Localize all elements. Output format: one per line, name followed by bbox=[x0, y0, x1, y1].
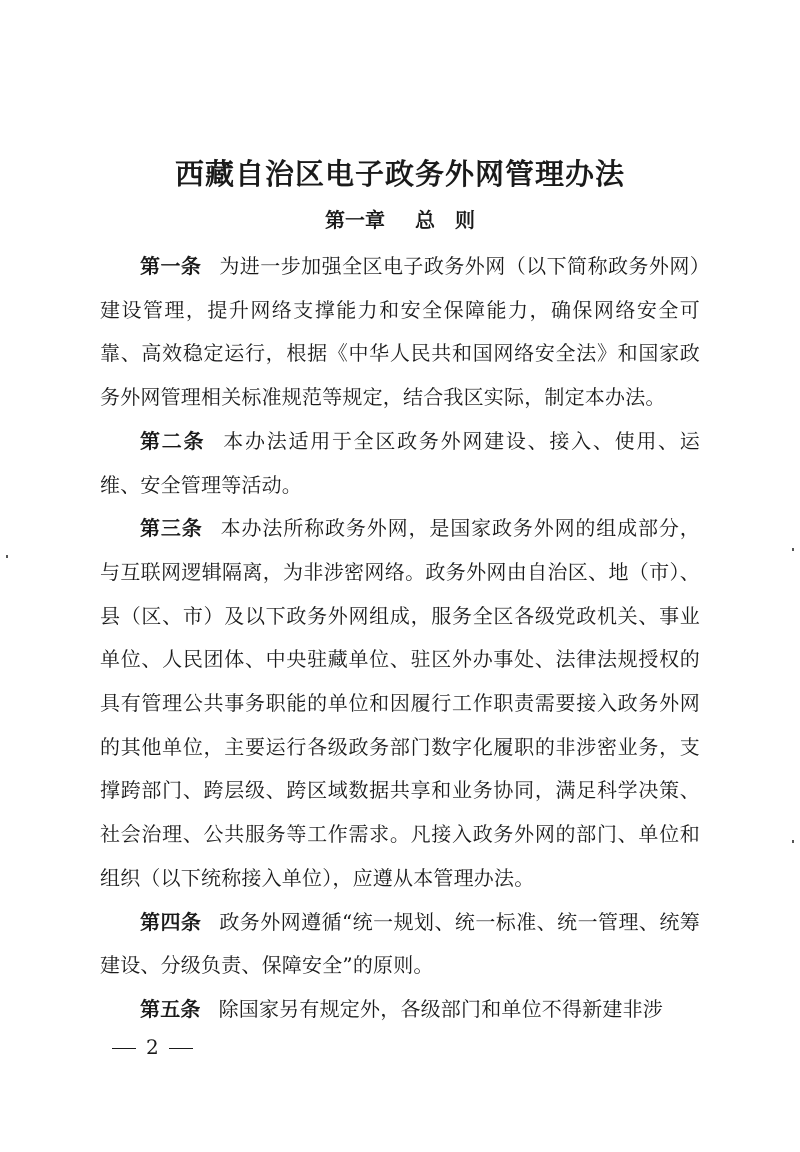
chapter-number: 第一章 bbox=[325, 208, 385, 232]
article-text: 本办法所称政务外网，是国家政务外网的组成部分，与互联网逻辑隔离，为非涉密网络。政务外网由自治区、地（市）、县（区、市）及以下政务外网组成，服务全区各级党政机关、事业单位、人民团体、中央驻藏单位、驻区外办事处、法律法规授权的具有管理公共事务职能的单位和因履行工作职责需要接入政务外网的其他单位，主要运行各级政务部门数字化履职的非涉密业务，支撑跨部门、跨层级、跨区域数据共享和业务协同，满足科学决策、社会治理、公共服务等工作需求。凡接入政务外网的部门、单位和组织（以下统称接入单位），应遵从本管理办法。 bbox=[100, 516, 700, 890]
page-number bbox=[112, 1032, 193, 1062]
dash-right bbox=[169, 1048, 193, 1049]
article-5 bbox=[100, 988, 700, 1032]
article-label: 第二条 bbox=[140, 428, 206, 453]
article-label: 第一条 bbox=[140, 254, 202, 278]
article-text: 除国家另有规定外，各级部门和单位不得新建非涉 bbox=[218, 996, 664, 1021]
scan-mark bbox=[792, 548, 794, 551]
scan-mark bbox=[792, 840, 794, 843]
document-body bbox=[100, 245, 700, 1032]
document-title: 西藏自治区电子政务外网管理办法 bbox=[174, 157, 625, 192]
page-number-value: 2 bbox=[146, 1035, 159, 1059]
chapter-heading bbox=[0, 205, 800, 235]
scan-mark bbox=[6, 555, 8, 558]
article-text: 本办法适用于全区政务外网建设、接入、使用、运维、安全管理等活动。 bbox=[100, 428, 700, 497]
article-2 bbox=[100, 420, 700, 507]
article-label: 第五条 bbox=[140, 996, 201, 1021]
dash-left bbox=[112, 1048, 136, 1049]
article-3 bbox=[100, 507, 700, 900]
article-label: 第四条 bbox=[140, 909, 202, 934]
article-text: 政务外网遵循“统一规划、统一标准、统一管理、统筹建设、分级负责、保障安全”的原则。 bbox=[100, 909, 700, 978]
article-label: 第三条 bbox=[140, 516, 203, 541]
chapter-name: 总 则 bbox=[415, 208, 475, 232]
article-text: 为进一步加强全区电子政务外网（以下简称政务外网）建设管理，提升网络支撑能力和安全保障能力，确保网络安全可靠、高效稳定运行，根据《中华人民共和国网络安全法》和国家政务外网管理相关标准规范等规定，结合我区实际，制定本办法。 bbox=[100, 254, 700, 410]
article-4 bbox=[100, 901, 700, 988]
article-1 bbox=[100, 245, 700, 420]
